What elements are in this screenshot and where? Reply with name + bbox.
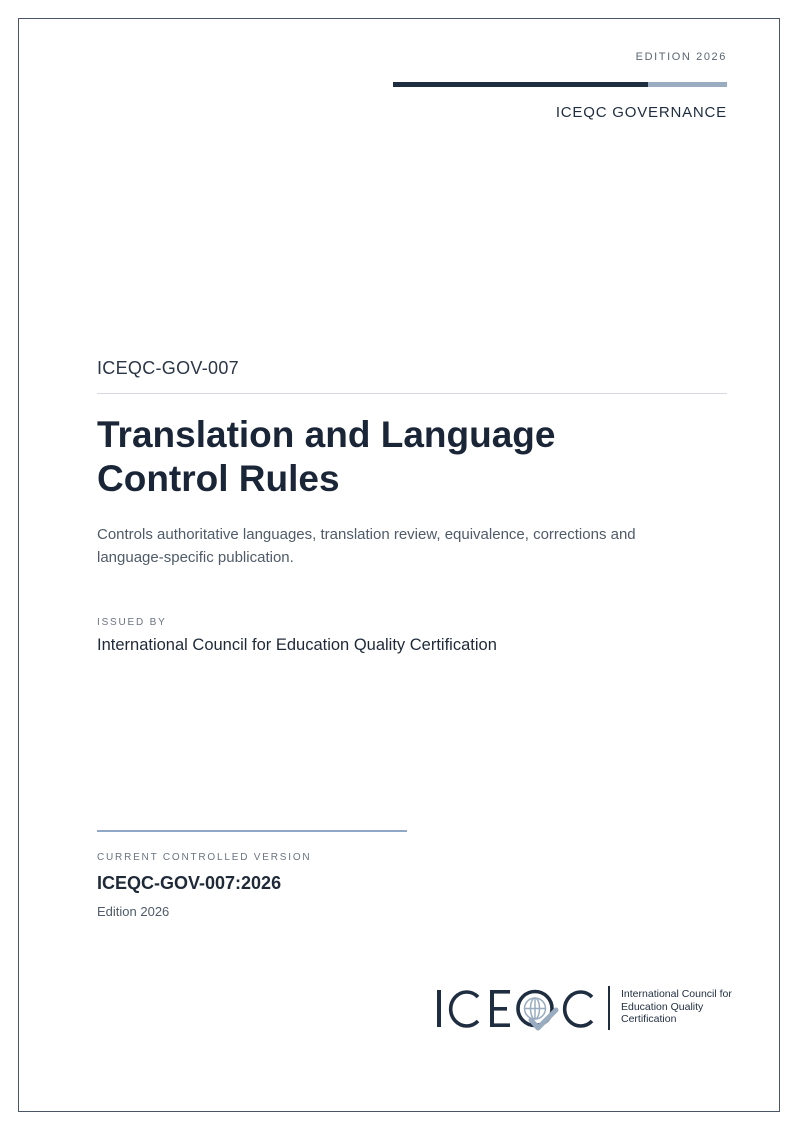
- current-version-code: ICEQC-GOV-007:2026: [97, 873, 282, 893]
- title-line-2: Control Rules: [97, 458, 340, 499]
- version-divider: [97, 830, 407, 832]
- header-rule-light-segment: [648, 82, 727, 87]
- iceqc-wordmark-logo: [434, 984, 604, 1034]
- iceqc-logo: [434, 984, 734, 1034]
- header-organization: ICEQC GOVERNANCE: [555, 104, 727, 121]
- current-version-label: CURRENT CONTROLLED VERSION: [97, 852, 312, 863]
- code-divider: [97, 393, 727, 394]
- logo-divider: [608, 986, 610, 1030]
- header-edition: EDITION 2026: [635, 51, 727, 63]
- logo-organization-text: [621, 988, 732, 1026]
- issuer-name: International Council for Education Quality Certification: [97, 636, 497, 654]
- document-subtitle: Controls authoritative languages, translation review, equivalence, corrections and language-specific publication.: [97, 526, 636, 566]
- title-line-1: Translation and Language: [97, 414, 556, 455]
- logo-text-line-2: Education Quality: [621, 1000, 704, 1013]
- document-code: ICEQC-GOV-007: [97, 358, 239, 378]
- logo-text-line-1: International Council for: [621, 988, 732, 1000]
- header-rule-dark-segment: [393, 82, 648, 87]
- logo-text-line-3: Certification: [621, 1013, 677, 1025]
- document-title: [97, 413, 697, 501]
- header-rule: [393, 82, 727, 87]
- current-version-edition: Edition 2026: [97, 904, 170, 919]
- issued-by-label: ISSUED BY: [97, 617, 167, 628]
